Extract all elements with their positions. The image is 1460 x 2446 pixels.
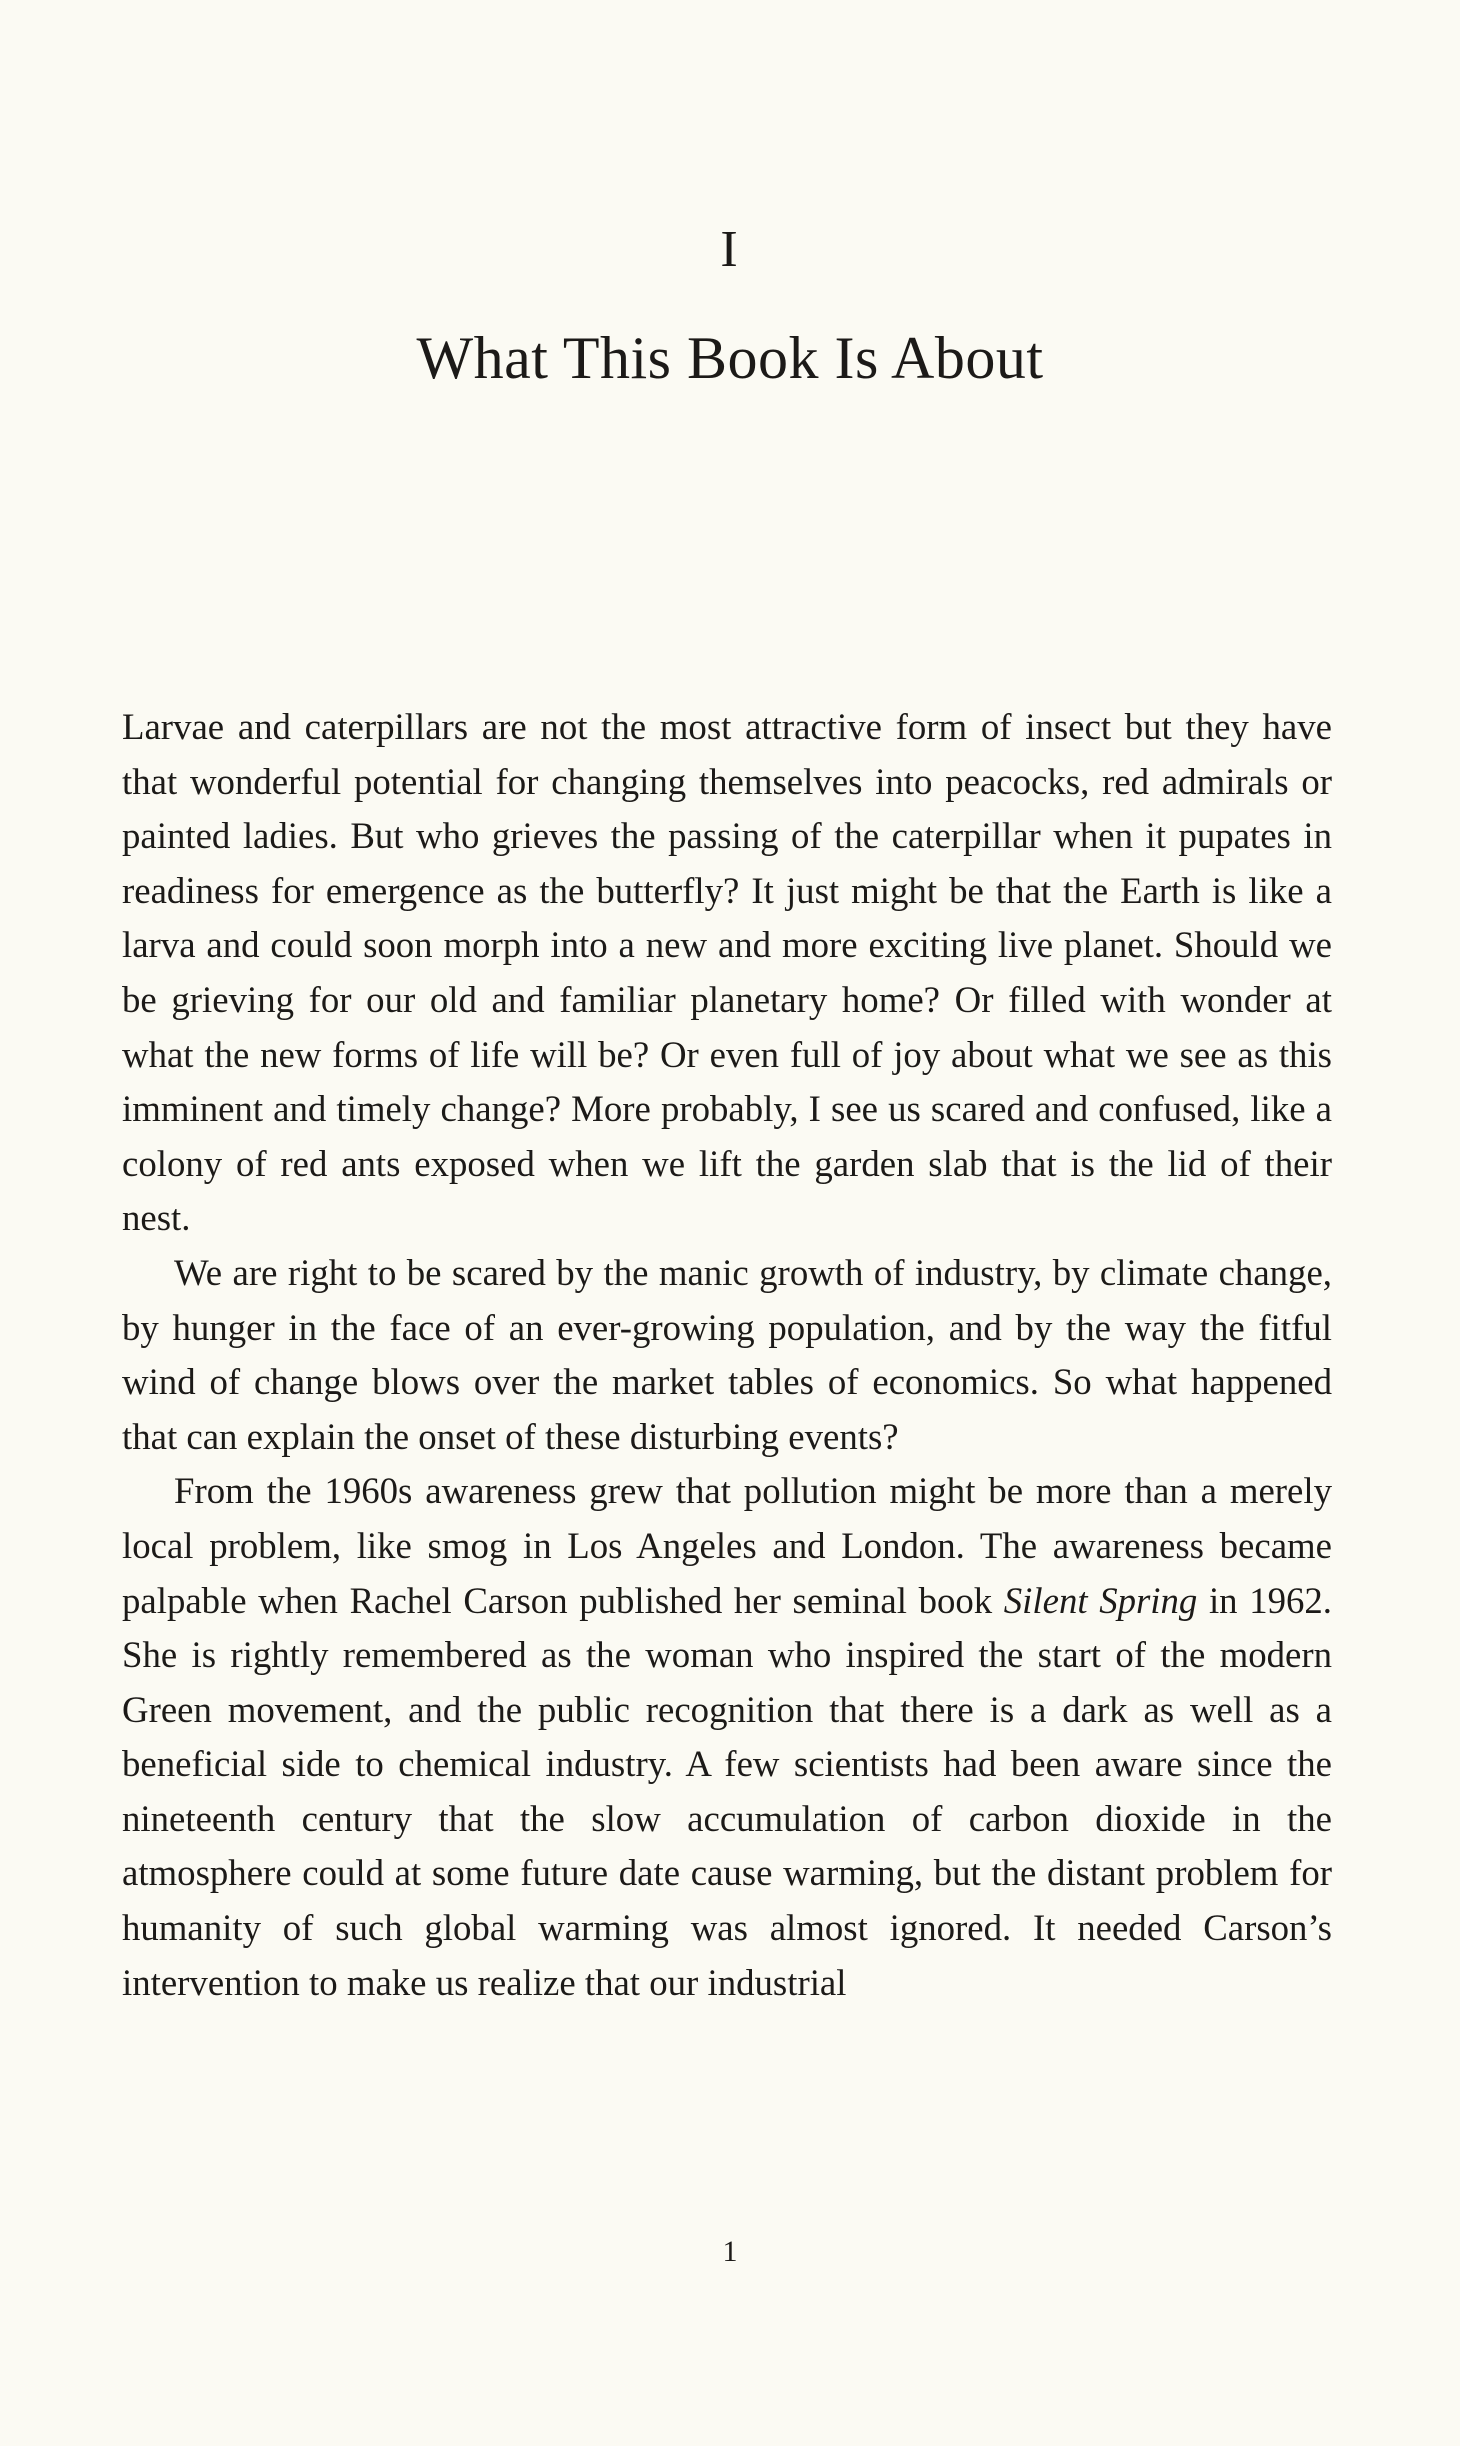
paragraph-3-text-after: in 1962. She is rightly remembered as the woman who inspired the start of the modern Green movement, and the public recognition that there is a dark as well as a beneficial side to chemical industry. A few scientists had been aware since the nineteenth century that the slow accumulation of carbon dioxide in the atmosphere could at some future date cause warming, but the distant problem for humanity of such global warming was almost ignored. It needed Carson’s intervention to make us realize that our industrial [122, 1579, 1332, 2003]
paragraph-3-text-before: From the 1960s awareness grew that pollution might be more than a merely local problem, like smog in Los Angeles and London. The awareness became palpable when Rachel Carson published her seminal book [122, 1470, 1332, 1621]
paragraph-3 [122, 1464, 1332, 2010]
paragraph-1: Larvae and caterpillars are not the most attractive form of insect but they have that wonderful potential for changing themselves into peacocks, red admirals or painted ladies. But who grieves the passing of the caterpillar when it pupates in readiness for emergence as the butterfly? It just might be that the Earth is like a larva and could soon morph into a new and more exciting live planet. Should we be grieving for our old and familiar planetary home? Or filled with wonder at what the new forms of life will be? Or even full of joy about what we see as this imminent and timely change? More probably, I see us scared and confused, like a colony of red ants exposed when we lift the garden slab that is the lid of their nest. [122, 706, 1332, 1239]
chapter-number: I [720, 221, 740, 278]
chapter-title: What This Book Is About [416, 325, 1044, 391]
page-number: 1 [722, 2235, 738, 2268]
chapter-body [122, 700, 1332, 2010]
paragraph-2: We are right to be scared by the manic growth of industry, by climate change, by hunger in the face of an ever-growing population, and by the way the fitful wind of change blows over the market tables of economics. So what happened that can explain the onset of these disturbing events? [122, 1251, 1332, 1457]
book-title-silent-spring: Silent Spring [1003, 1579, 1198, 1621]
